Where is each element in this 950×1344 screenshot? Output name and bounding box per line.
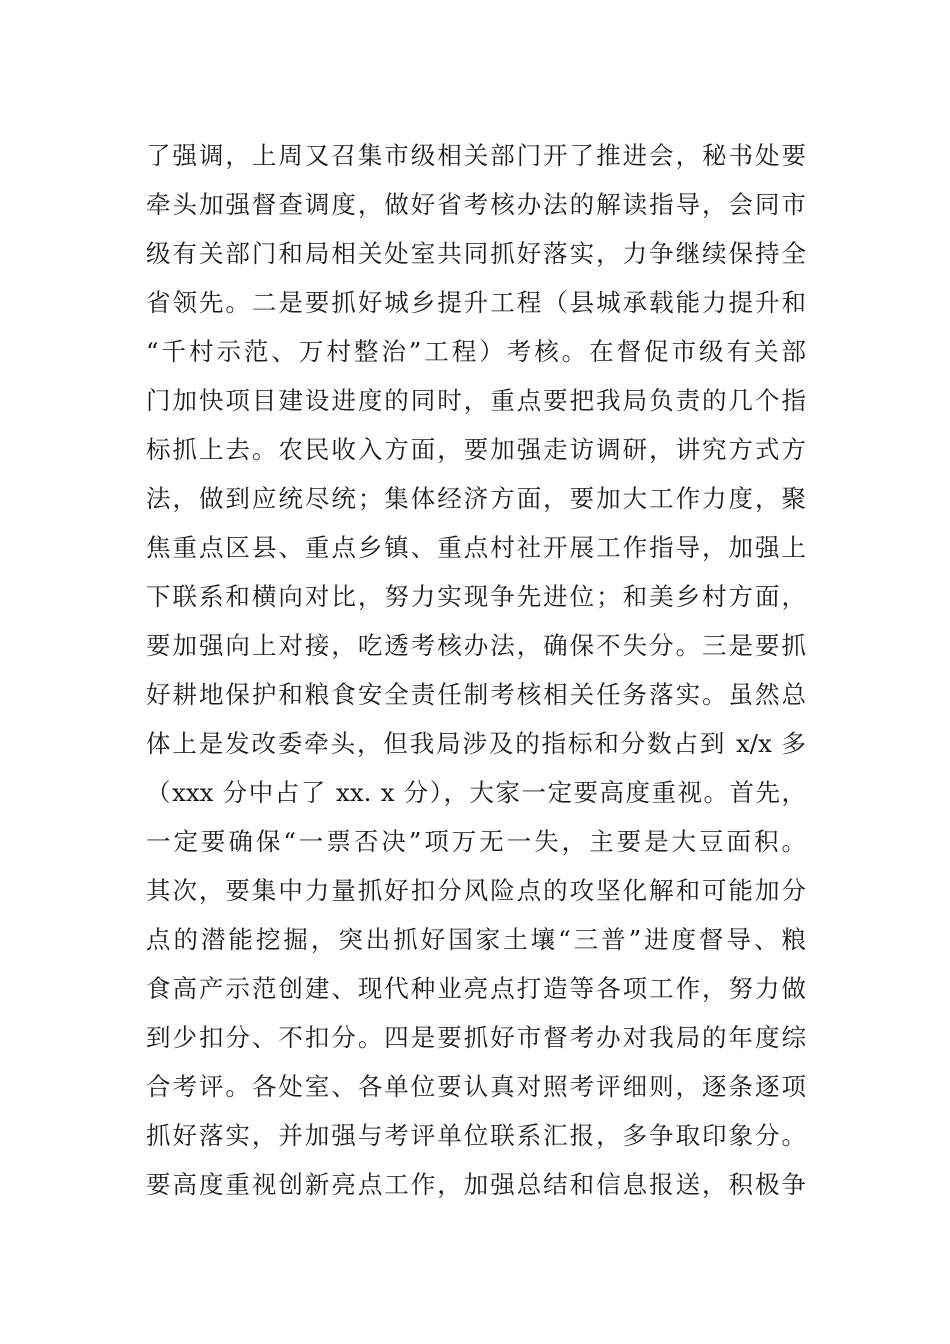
- text-line: 一定要确保“一票否决”项万无一失，主要是大豆面积。: [146, 827, 806, 856]
- text-line: 门加快项目建设进度的同时，重点要把我局负责的几个指: [146, 386, 806, 415]
- text-line: 要高度重视创新亮点工作，加强总结和信息报送，积极争: [146, 1170, 806, 1199]
- text-line: 焦重点区县、重点乡镇、重点村社开展工作指导，加强上: [146, 533, 806, 562]
- text-line: （xxx 分中占了 xx. x 分），大家一定要高度重视。首先，: [146, 778, 806, 807]
- text-line: 级有关部门和局相关处室共同抓好落实，力争继续保持全: [146, 239, 806, 268]
- text-line: 合考评。各处室、各单位要认真对照考评细则，逐条逐项: [146, 1072, 806, 1101]
- text-line: 了强调，上周又召集市级相关部门开了推进会，秘书处要: [146, 141, 806, 170]
- text-line: 好耕地保护和粮食安全责任制考核相关任务落实。虽然总: [146, 680, 806, 709]
- text-line: 下联系和横向对比，努力实现争先进位；和美乡村方面，: [146, 582, 806, 611]
- text-line: “千村示范、万村整治”工程）考核。在督促市级有关部: [146, 337, 806, 366]
- body-text: [146, 131, 806, 1209]
- text-line: 法，做到应统尽统；集体经济方面，要加大工作力度，聚: [146, 484, 806, 513]
- text-line: 食高产示范创建、现代种业亮点打造等各项工作，努力做: [146, 974, 806, 1003]
- text-line: 到少扣分、不扣分。四是要抓好市督考办对我局的年度综: [146, 1023, 806, 1052]
- text-line: 要加强向上对接，吃透考核办法，确保不失分。三是要抓: [146, 631, 806, 660]
- text-line: 其次，要集中力量抓好扣分风险点的攻坚化解和可能加分: [146, 876, 806, 905]
- text-line: 体上是发改委牵头，但我局涉及的指标和分数占到 x/x 多: [146, 729, 806, 758]
- text-line: 省领先。二是要抓好城乡提升工程（县城承载能力提升和: [146, 288, 806, 317]
- text-line: 标抓上去。农民收入方面，要加强走访调研，讲究方式方: [146, 435, 806, 464]
- text-line: 抓好落实，并加强与考评单位联系汇报，多争取印象分。: [146, 1121, 806, 1150]
- text-line: 牵头加强督查调度，做好省考核办法的解读指导，会同市: [146, 190, 806, 219]
- text-line: 点的潜能挖掘，突出抓好国家土壤“三普”进度督导、粮: [146, 925, 806, 954]
